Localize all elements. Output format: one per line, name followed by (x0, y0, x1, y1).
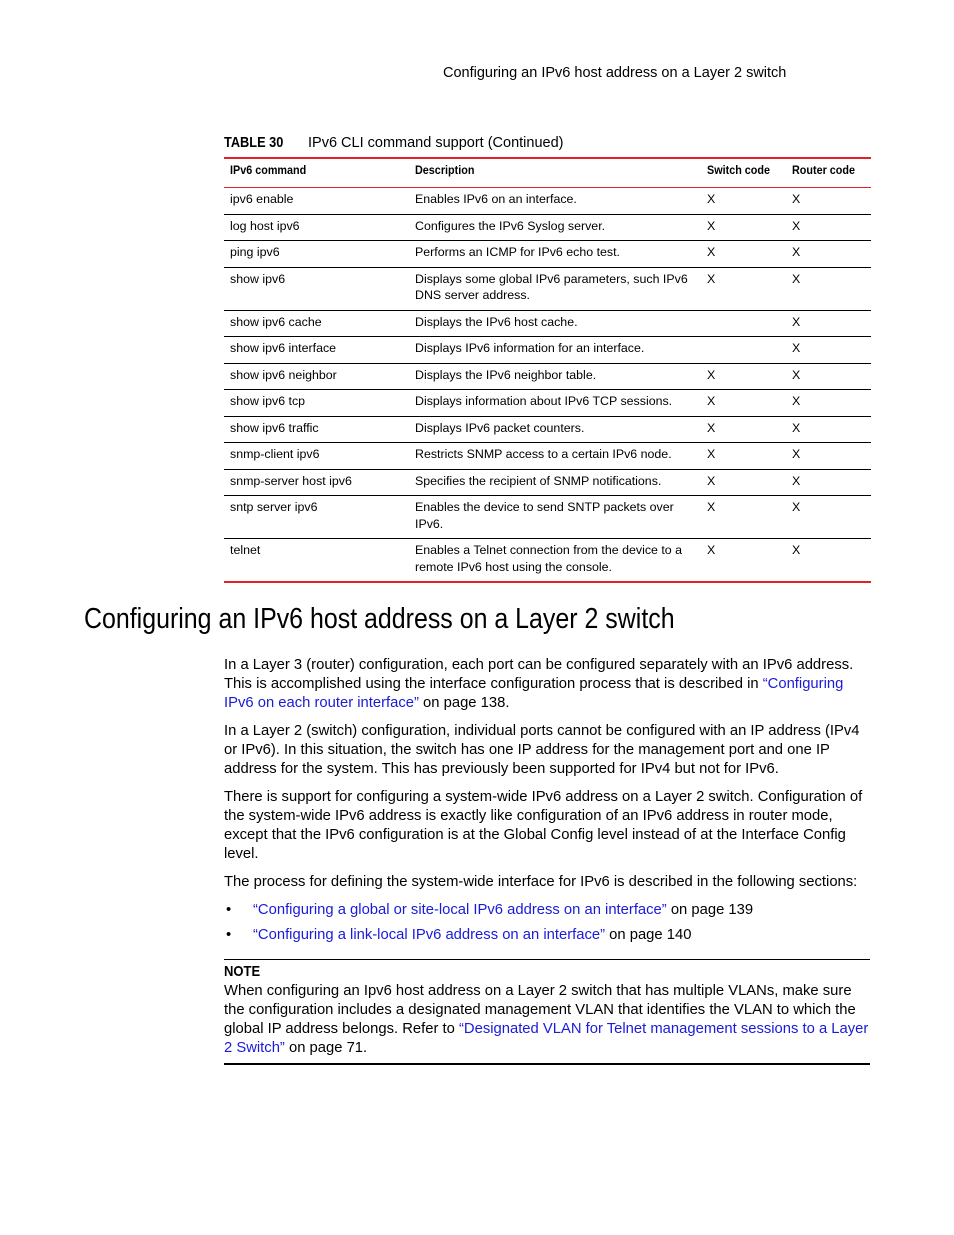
description-cell: Specifies the recipient of SNMP notifications. (409, 469, 701, 496)
table-row (224, 443, 871, 470)
command-cell: ping ipv6 (224, 241, 409, 268)
switch-code-cell: X (701, 241, 786, 268)
note-box (224, 959, 870, 1065)
switch-code-cell: X (701, 496, 786, 539)
table-row (224, 390, 871, 417)
paragraph: There is support for configuring a system-wide IPv6 address on a Layer 2 switch. Configuration of the system-wide IPv6 address is exactly like configuration of an IPv6 address in router mode, except that the IPv6 configuration is at the Global Config level instead of at the Interface Config level. (224, 789, 863, 862)
table-row (224, 337, 871, 364)
switch-code-cell: X (701, 539, 786, 583)
paragraph: In a Layer 3 (router) configuration, each port can be configured separately with an IPv6 address. This is accomplished using the interface configuration process that is described in “Configuring IPv6 on each router interface” on page 138. (224, 657, 854, 711)
router-code-cell: X (786, 363, 871, 390)
bullet-list (224, 901, 874, 945)
description-cell: Displays IPv6 packet counters. (409, 416, 701, 443)
router-code-cell: X (786, 469, 871, 496)
command-cell: snmp-server host ipv6 (224, 469, 409, 496)
switch-code-cell: X (701, 416, 786, 443)
note-label: NOTE (224, 964, 261, 980)
table-row (224, 241, 871, 268)
command-cell: sntp server ipv6 (224, 496, 409, 539)
cross-reference-link[interactable]: “Configuring a global or site-local IPv6 address on an interface” (253, 902, 667, 918)
table-row (224, 310, 871, 337)
description-cell: Enables a Telnet connection from the device to a remote IPv6 host using the console. (409, 539, 701, 583)
table-row (224, 214, 871, 241)
bullet-marker: • (226, 927, 232, 943)
table-caption (224, 135, 564, 151)
command-cell: show ipv6 (224, 267, 409, 310)
command-cell: snmp-client ipv6 (224, 443, 409, 470)
switch-code-cell: X (701, 214, 786, 241)
cross-reference-link[interactable]: “Configuring IPv6 on each router interface” (224, 676, 844, 711)
router-code-cell: X (786, 539, 871, 583)
running-header: Configuring an IPv6 host address on a Layer 2 switch (443, 65, 787, 81)
router-code-cell: X (786, 416, 871, 443)
ipv6-command-table (224, 157, 871, 583)
command-cell: show ipv6 traffic (224, 416, 409, 443)
section-title: Configuring an IPv6 host address on a Layer 2 switch (84, 603, 675, 635)
router-code-cell: X (786, 390, 871, 417)
list-item: • “Configuring a global or site-local IPv6 address on an interface” on page 139 (226, 902, 754, 918)
list-item: • “Configuring a link-local IPv6 address on an interface” on page 140 (226, 927, 692, 943)
table-body (224, 188, 871, 583)
description-cell: Performs an ICMP for IPv6 echo test. (409, 241, 701, 268)
switch-code-cell: X (701, 390, 786, 417)
switch-code-cell: X (701, 267, 786, 310)
description-cell: Displays IPv6 information for an interface. (409, 337, 701, 364)
router-code-cell: X (786, 188, 871, 215)
table-caption-text: IPv6 CLI command support (Continued) (308, 135, 564, 151)
table-row (224, 469, 871, 496)
column-header: Description (409, 158, 701, 188)
command-cell: show ipv6 tcp (224, 390, 409, 417)
description-cell: Restricts SNMP access to a certain IPv6 node. (409, 443, 701, 470)
router-code-cell: X (786, 337, 871, 364)
section-body (224, 656, 874, 951)
table-row (224, 267, 871, 310)
router-code-cell: X (786, 214, 871, 241)
table-row (224, 496, 871, 539)
column-header: IPv6 command (224, 158, 409, 188)
description-cell: Displays some global IPv6 parameters, such IPv6 DNS server address. (409, 267, 701, 310)
router-code-cell: X (786, 496, 871, 539)
cross-reference-link[interactable]: “Configuring a link-local IPv6 address on an interface” (253, 927, 606, 943)
switch-code-cell: X (701, 443, 786, 470)
paragraph: In a Layer 2 (switch) configuration, individual ports cannot be configured with an IP address (IPv4 or IPv6). In this situation, the switch has one IP address for the management port and one IP address for the system. This has previously been supported for IPv4 but not for IPv6. (224, 723, 860, 777)
command-cell: show ipv6 cache (224, 310, 409, 337)
description-cell: Displays the IPv6 neighbor table. (409, 363, 701, 390)
router-code-cell: X (786, 310, 871, 337)
description-cell: Configures the IPv6 Syslog server. (409, 214, 701, 241)
switch-code-cell (701, 337, 786, 364)
router-code-cell: X (786, 443, 871, 470)
column-header: Router code (786, 158, 871, 188)
table-row (224, 416, 871, 443)
command-cell: telnet (224, 539, 409, 583)
table-row (224, 188, 871, 215)
switch-code-cell (701, 310, 786, 337)
switch-code-cell: X (701, 188, 786, 215)
command-cell: show ipv6 neighbor (224, 363, 409, 390)
switch-code-cell: X (701, 363, 786, 390)
bullet-marker: • (226, 902, 232, 918)
command-cell: ipv6 enable (224, 188, 409, 215)
cross-reference-link[interactable]: “Designated VLAN for Telnet management sessions to a Layer 2 Switch” (224, 1021, 869, 1056)
description-cell: Displays information about IPv6 TCP sessions. (409, 390, 701, 417)
description-cell: Displays the IPv6 host cache. (409, 310, 701, 337)
description-cell: Enables the device to send SNTP packets over IPv6. (409, 496, 701, 539)
command-cell: show ipv6 interface (224, 337, 409, 364)
command-cell: log host ipv6 (224, 214, 409, 241)
description-cell: Enables IPv6 on an interface. (409, 188, 701, 215)
paragraph: The process for defining the system-wide interface for IPv6 is described in the following sections: (224, 874, 858, 890)
router-code-cell: X (786, 267, 871, 310)
table-number: TABLE 30 (224, 135, 284, 151)
note-text: When configuring an Ipv6 host address on a Layer 2 switch that has multiple VLANs, make sure the configuration includes a designated management VLAN that identifies the VLAN to which the global IP address belongs. Refer to “Designated VLAN for Telnet management sessions to a Layer 2 Switch” on page 71. (224, 983, 869, 1056)
table-row (224, 363, 871, 390)
table-row (224, 539, 871, 583)
column-header: Switch code (701, 158, 786, 188)
router-code-cell: X (786, 241, 871, 268)
switch-code-cell: X (701, 469, 786, 496)
table-header-row (224, 158, 871, 188)
